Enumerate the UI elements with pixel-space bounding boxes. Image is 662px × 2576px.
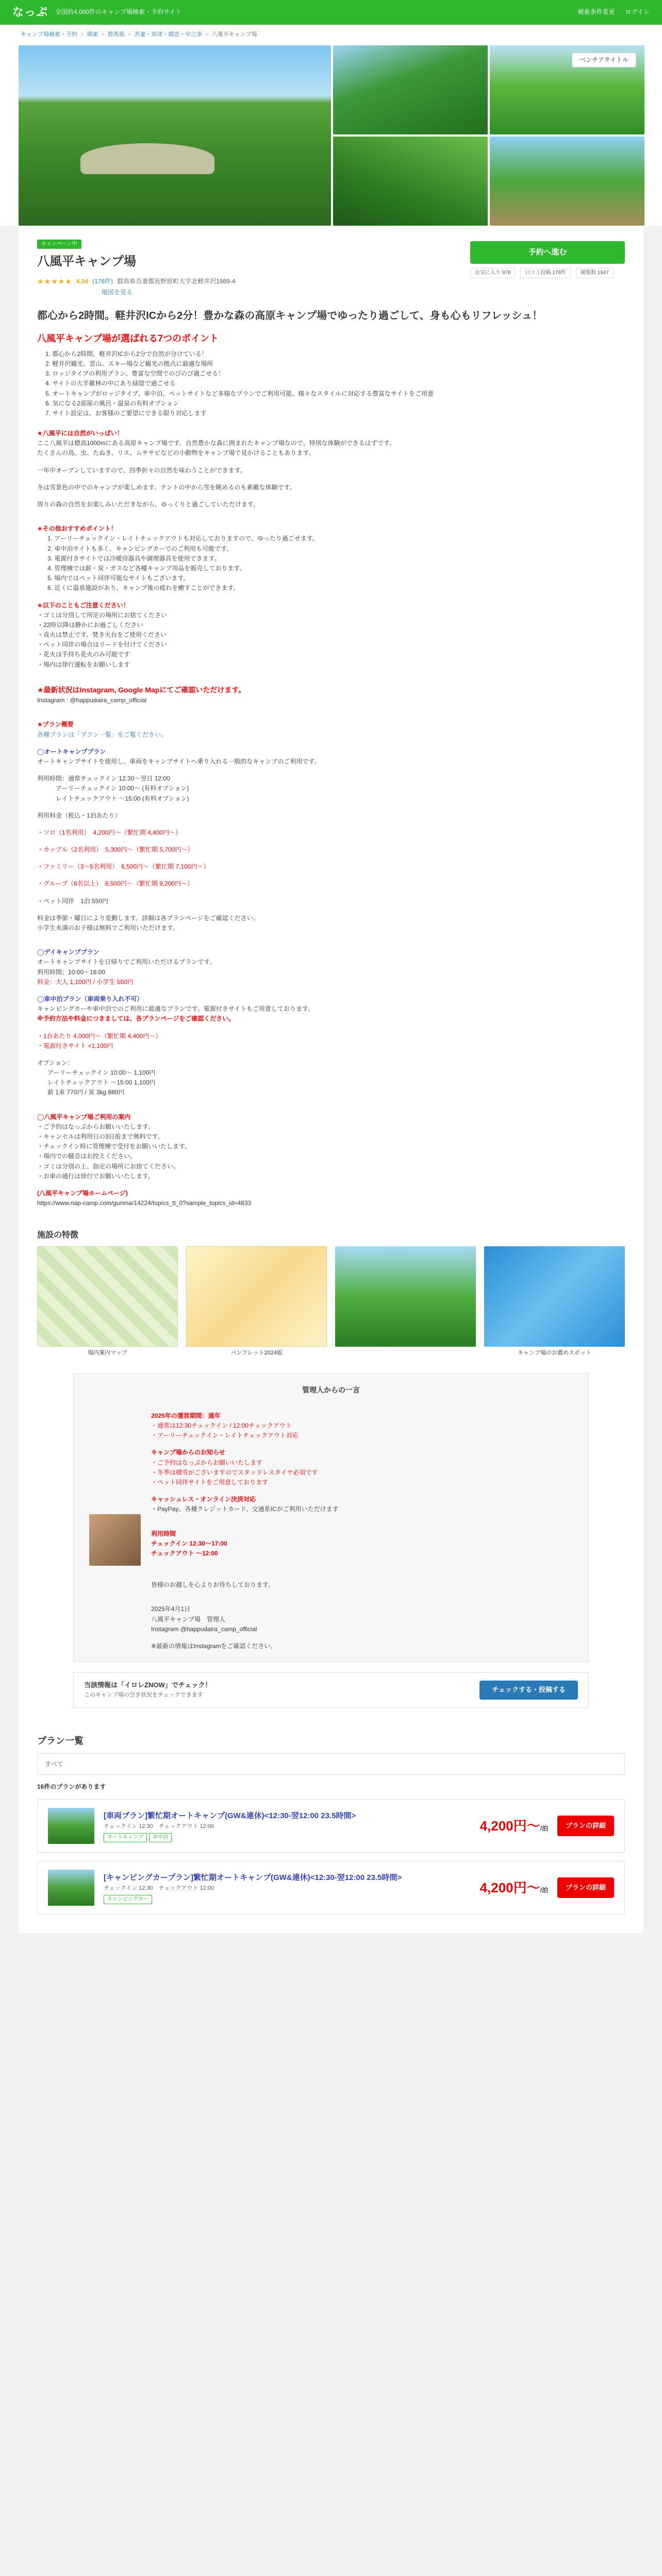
reserve-button[interactable]: 予約へ進む	[470, 241, 625, 264]
plan-thumbnail[interactable]	[48, 1808, 94, 1844]
gallery-view-all-button[interactable]: ベンチアタイトル	[572, 53, 636, 67]
map-link[interactable]: 地図を見る	[102, 288, 133, 296]
plan-price: 4,200円〜/泊	[479, 1879, 548, 1895]
address: 群馬県吾妻郡長野原町大字北軽井沢1989-4	[117, 277, 236, 285]
rating-stars: ★★★★★	[37, 277, 72, 286]
section-heading: ★以下のこともご注意ください！	[37, 601, 129, 609]
plan-meta: チェックイン 12:30 チェックアウト 12:00	[104, 1823, 214, 1830]
list-item: 5. オートキャンプがロッジタイプ、車中泊、ペットサイトなど多様なプランでご利用可能、様々なスタイルに対応する豊富なサイトをご用意	[45, 389, 434, 397]
plan-price: 4,200円〜/泊	[479, 1818, 548, 1834]
site-overview	[19, 226, 643, 1224]
plan-filter[interactable]: すべて	[37, 1753, 625, 1775]
section-heading: ★プラン概要	[37, 721, 74, 728]
manager-message: 管理人からの一言 2025年の運営期間：通年 ・通常は12:30チェックイン / 12:00チェックアウト ・アーリーチェックイン・レイトチェックアウト対応 キャンプ場からのお知らせ ・ご予約はなっぷからお願いいたします ・冬季は積雪がございますのでスタッドレスタイヤ必須です ・ペット同伴サイトをご用意しております キャッシュレス・オンライン決済対応 ・PayPay、各種クレジットカード、交通系ICがご利用いただけます 利用時間 チェックイン 12:30〜17:00 チェックアウト 〜12:00 皆様のお越しを心よりお待ちしております。 2025年4月1日 八風平キャンプ場 管理人 Instagram @happudaira_camp_official ※最新の情報はInstagramをご確認ください。	[73, 1374, 589, 1663]
breadcrumb-item[interactable]: キャンプ場検索・予約	[21, 31, 77, 38]
plan-detail-button[interactable]: プランの詳細	[557, 1816, 614, 1836]
notice-subtitle: このキャンプ場の空き状況をチェックできます	[84, 1691, 203, 1698]
plans-section	[19, 1723, 643, 1934]
plan-count: 16件のプランがあります	[37, 1783, 106, 1791]
section-title: プラン一覧	[37, 1735, 84, 1746]
feature-image[interactable]	[484, 1246, 625, 1347]
list-item: 1. 都心から2時間、軽井沢ICから2分で自然が分けている！	[45, 350, 208, 358]
campaign-badge: キャンペーン中	[37, 240, 81, 249]
features-section	[19, 1224, 643, 1373]
section-heading: ◯デイキャンププラン	[37, 948, 100, 956]
feature-image[interactable]	[335, 1246, 476, 1347]
feature-caption: 場内案内マップ	[88, 1349, 127, 1356]
review-post-button[interactable]: 口コミ投稿 176件	[520, 268, 570, 278]
plan-title[interactable]: [車両プラン]繁忙期オートキャンプ(GW&連休)<12:30-翌12:00 23.5時間>	[104, 1811, 356, 1821]
feature-image[interactable]	[186, 1246, 327, 1347]
section-heading: ◯八風平キャンプ場ご利用の案内	[37, 1113, 131, 1121]
breadcrumb-item[interactable]: 関東	[87, 31, 98, 38]
instagram-handle[interactable]: Instagram : @happudaira_camp_official	[37, 697, 147, 704]
feature-caption: キャンプ場のお薦めスポット	[518, 1349, 591, 1356]
photo-gallery	[0, 45, 662, 226]
plan-thumbnail[interactable]	[48, 1870, 94, 1906]
review-count-link[interactable]: (176件)	[92, 277, 113, 285]
plan-meta: チェックイン 12:30 チェックアウト 12:00	[104, 1885, 214, 1892]
section-heading: ◯車中泊プラン（車両乗り入れ不可）	[37, 995, 143, 1003]
feature-caption: パンフレット2024版	[230, 1349, 283, 1356]
breadcrumb-current: 八風平キャンプ場	[211, 31, 257, 38]
list-item: 6. 気になる2部屋の風呂・温泉の有料オプション	[45, 399, 179, 407]
plan-tag: オートキャンプ	[104, 1833, 147, 1842]
notice-title: 当該情報は「イロレZNOW」でチェック！	[84, 1681, 212, 1689]
page-title: 八風平キャンプ場	[37, 255, 136, 268]
points-heading: 八風平キャンプ場が選ばれる7つのポイント	[37, 333, 219, 344]
list-item: 3. ロッジタイプの利用プラン、豊富な空間でのびのび過ごせる！	[45, 370, 225, 378]
main-photo[interactable]	[19, 45, 331, 226]
plan-list-link[interactable]: 各種プランは「プラン一覧」をご覧ください。	[37, 731, 168, 738]
plan-card[interactable]	[37, 1861, 625, 1914]
site-header	[0, 0, 662, 25]
feature-image[interactable]	[37, 1246, 178, 1347]
favorite-button[interactable]: お気に入り 978	[470, 268, 515, 278]
section-title: 管理人からの一言	[302, 1385, 360, 1394]
plan-detail-button[interactable]: プランの詳細	[557, 1877, 614, 1898]
gallery-photo[interactable]	[333, 137, 488, 226]
manager-section	[19, 1374, 643, 1723]
check-post-button[interactable]: チェックする・投稿する	[479, 1681, 578, 1700]
site-tagline: 全国約4,000件のキャンプ場検索・予約サイト	[55, 8, 182, 16]
plan-card[interactable]	[37, 1799, 625, 1853]
breadcrumb-item[interactable]: 吾妻・草津・嬬恋・中之条	[134, 31, 203, 38]
site-logo[interactable]: なっぷ	[12, 6, 48, 19]
section-title: 施設の特徴	[37, 1231, 79, 1240]
list-item: 2. 軽井沢観光、雲山、スキー場など観光の拠点に最適な場所	[45, 360, 213, 367]
points-list	[37, 349, 625, 418]
gallery-photo[interactable]	[333, 45, 488, 134]
list-item: 7. サイト設定は、お客様のご要望にできる限り対応します	[45, 409, 207, 417]
reserve-box	[470, 241, 625, 278]
breadcrumb: キャンプ場検索・予約 > 関東 > 群馬県 > 吾妻・草津・嬬恋・中之条 > 八風平キャンプ場	[0, 25, 662, 45]
description: ★八風平には自然がいっぱい！ ここ八風平は標高1000mにある高原キャンプ場です。自然豊かな森に囲まれたキャンプ場なので、特別な体験ができるはずです。 たくさんの鳥、虫、たぬき、リス、ムササビなどの小動物をキャンプ場で見かけることもあります。 一年中オープンしていますので、四季折々の自然を味わうことができます。 冬は雪景色の中でのキャンプが楽しめます。テントの中から雪を眺めるのも素敵な体験です。 周りの森の自然をお楽しみいただきながら、ゆっくりと過ごしていただけます。 ★その他おすすめポイント！ 1. アーリーチェックイン・レイトチェックアウトも対応しておりますので、ゆったり過ごせます。 2. 車中泊サイトも多く、キャンピングカーでのご利用も可能です。 3. 電源付きサイトでは冷暖房器具や調理器具を使用できます。 4. 管理棟では薪・炭・ガスなど各種キャンプ用品を販売しております。 5. 場内ではペット同伴可能なサイトもございます。 6. 近くに温泉施設があり、キャンプ後の疲れを癒すことができます。 ★以下のこともご注意ください！ ・ゴミは分別して所定の場所にお捨てください ・22時以降は静かにお過ごしください ・直火は禁止です。焚き火台をご使用ください ・ペット同伴の場合はリードを付けてください ・花火は手持ち花火のみ可能です ・場内は徐行運転をお願いします ★最新状況はInstagram, Google Mapにてご確認いただけます。 Instagram : @happudaira_camp_official ★プラン概要 各種プランは「プラン一覧」をご覧ください。 ◯オートキャンププラン オートキャンプサイトを使用し、車両をキャンプサイトへ乗り入れる一般的なキャンプのご利用です。 利用時間：通常チェックイン 12:30〜翌日 12:00 アーリーチェックイン 10:00〜 (有料オプション) レイトチェックアウト 〜15:00 (有料オプション) 利用料金（税込・1泊あたり） ・ソロ（1名利用） 4,200円〜（繁忙期 4,400円〜） ・カップル（2名利用） 5,300円〜（繁忙期 5,700円〜） ・ファミリー（3〜5名利用） 6,500円〜（繁忙期 7,100円〜） ・グループ（6名以上） 8,500円〜（繁忙期 9,200円〜） ・ペット同伴 1泊 550円 料金は季節・曜日により変動します。詳細は各プランページをご確認ください。 小学生未満のお子様は無料でご利用いただけます。 ◯デイキャンププラン オートキャンプサイトを日帰りでご利用いただけるプランです。 利用時間：10:00〜16:00 料金：大人 1,100円 / 小学生 550円 ◯車中泊プラン（車両乗り入れ不可） キャンピングカーや車中泊でのご利用に最適なプランです。電源付きサイトもご用意しております。 ※予約方法や料金につきましては、各プランページをご確認ください。 ・1台あたり 4,000円〜（繁忙期 4,400円〜） ・電源付きサイト +1,100円 オプション： アーリーチェックイン 10:00〜 1,100円 レイトチェックアウト 〜15:00 1,100円 薪 1束 770円 / 炭 3kg 880円 ◯八風平キャンプ場ご利用の案内 ・ご予約はなっぷからお願いいたします。 ・キャンセルは利用日の3日前まで無料です。 ・チェックイン時に管理棟で受付をお願いいたします。 ・場内での騒音はお控えください。 ・ゴミは分別の上、指定の場所にお捨てください。 ・お車の通行は徐行でお願いいたします。 (八風平キャンプ場ホームページ) https://www.nap-camp.com/gunma/14224/topics_tt_0?sample_topics_id=4833	[37, 429, 625, 1208]
gallery-photo[interactable]	[490, 137, 644, 226]
breadcrumb-item[interactable]: 群馬県	[107, 31, 125, 38]
view-count: 閲覧数 1947	[576, 268, 614, 278]
login-link[interactable]: ログイン	[625, 8, 650, 16]
rating-score: 4.34	[76, 277, 89, 285]
manager-avatar	[89, 1514, 141, 1566]
homepage-link[interactable]: https://www.nap-camp.com/gunma/14224/topics_tt_0?sample_topics_id=4833	[37, 1199, 252, 1207]
plan-title[interactable]: [キャンピングカープラン]繁忙期オートキャンプ(GW&連休)<12:30-翌12:00 23.5時間>	[104, 1873, 402, 1883]
instagram-heading: ★最新状況はInstagram, Google Mapにてご確認いただけます。	[37, 685, 246, 694]
plan-tag: キャンピングカー	[104, 1895, 152, 1904]
search-change-link[interactable]: 検索条件変更	[577, 8, 615, 16]
section-heading: ★その他おすすめポイント！	[37, 525, 117, 533]
section-heading: ◯オートキャンププラン	[37, 748, 106, 755]
list-item: 4. サイトの大半雑林の中にあり緑陰で過ごせる	[45, 380, 176, 387]
plan-tag: 車中泊	[149, 1833, 172, 1842]
lead-heading: 都心から2時間。軽井沢ICから2分！豊かな森の高原キャンプ場でゆったり過ごして、身も心もリフレッシュ！	[37, 310, 543, 321]
section-heading: ★八風平には自然がいっぱい！	[37, 430, 123, 437]
check-notice	[73, 1672, 589, 1707]
